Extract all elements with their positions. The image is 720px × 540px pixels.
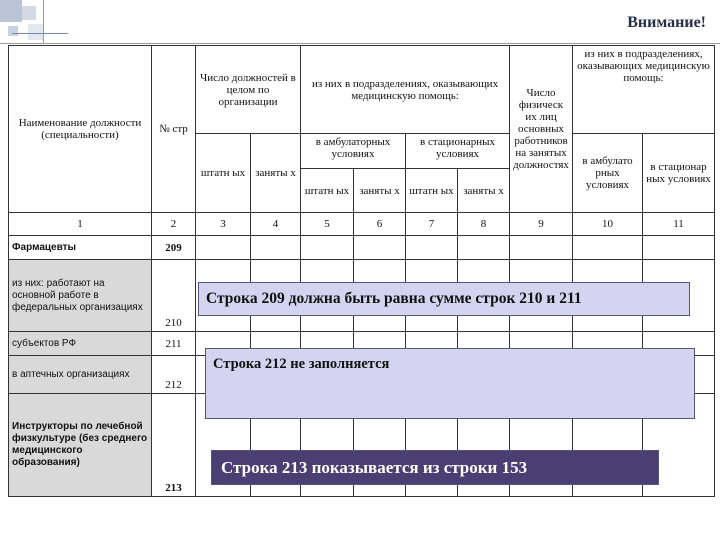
callout-row-209: Строка 209 должна быть равна сумме строк 210 и 211	[198, 282, 690, 316]
col-number: 6	[354, 213, 406, 236]
header-rule-vertical	[43, 0, 44, 43]
col-number: 3	[196, 213, 251, 236]
col-number: 10	[573, 213, 643, 236]
callout-row-213: Строка 213 показывается из строки 153	[211, 450, 659, 485]
row-num: 211	[152, 332, 196, 356]
header-shtat-total: штатн ых	[196, 134, 251, 213]
decor-square	[8, 26, 18, 36]
col-number: 5	[301, 213, 354, 236]
header-stationary: в стационарных условиях	[406, 134, 510, 169]
col-number: 1	[9, 213, 152, 236]
row-num: 210	[152, 260, 196, 332]
header-zanyat: заняты х	[458, 169, 510, 213]
header-name-col: Наименование должности (специальности)	[9, 46, 152, 213]
col-number: 11	[643, 213, 715, 236]
form-table	[8, 45, 715, 497]
col-number: 4	[251, 213, 301, 236]
row-name: в аптечных организациях	[9, 356, 152, 394]
header-sub-group2: из них в подразделениях, оказывающих медицинскую помощь:	[573, 46, 715, 134]
decor-square	[0, 0, 22, 22]
callout-row-212: Строка 212 не заполняется	[205, 348, 695, 419]
col-number: 2	[152, 213, 196, 236]
decor-line	[12, 33, 68, 34]
col-number: 9	[510, 213, 573, 236]
header-zanyat-total: заняты х	[251, 134, 301, 213]
row-num: 213	[152, 394, 196, 497]
row-name: из них: работают на основной работе в федеральных организациях	[9, 260, 152, 332]
row-name: Инструкторы по лечебной физкультуре (без среднего медицинского образования)	[9, 394, 152, 497]
header-physical: Число физическ их лиц основных работников на занятых должностях	[510, 46, 573, 213]
header-rule	[0, 43, 720, 44]
header-stationary2: в стационар ных условиях	[643, 134, 715, 213]
row-num: 209	[152, 236, 196, 260]
header-shtat: штатн ых	[301, 169, 354, 213]
table-row	[9, 236, 715, 260]
header-ambulatory2: в амбулато рных условиях	[573, 134, 643, 213]
header-total-group: Число должностей в целом по организации	[196, 46, 301, 134]
header-shtat: штатн ых	[406, 169, 458, 213]
header-sub-group: из них в подразделениях, оказывающих медицинскую помощь:	[301, 46, 510, 134]
row-num: 212	[152, 356, 196, 394]
col-number: 8	[458, 213, 510, 236]
header-num-col: № стр	[152, 46, 196, 213]
row-name: субъектов РФ	[9, 332, 152, 356]
decor-square	[22, 6, 36, 20]
decor-square	[28, 24, 44, 40]
header-zanyat: заняты х	[354, 169, 406, 213]
col-number: 7	[406, 213, 458, 236]
header-ambulatory: в амбулаторных условиях	[301, 134, 406, 169]
row-name: Фармацевты	[9, 236, 152, 260]
attention-title: Внимание!	[627, 14, 706, 31]
